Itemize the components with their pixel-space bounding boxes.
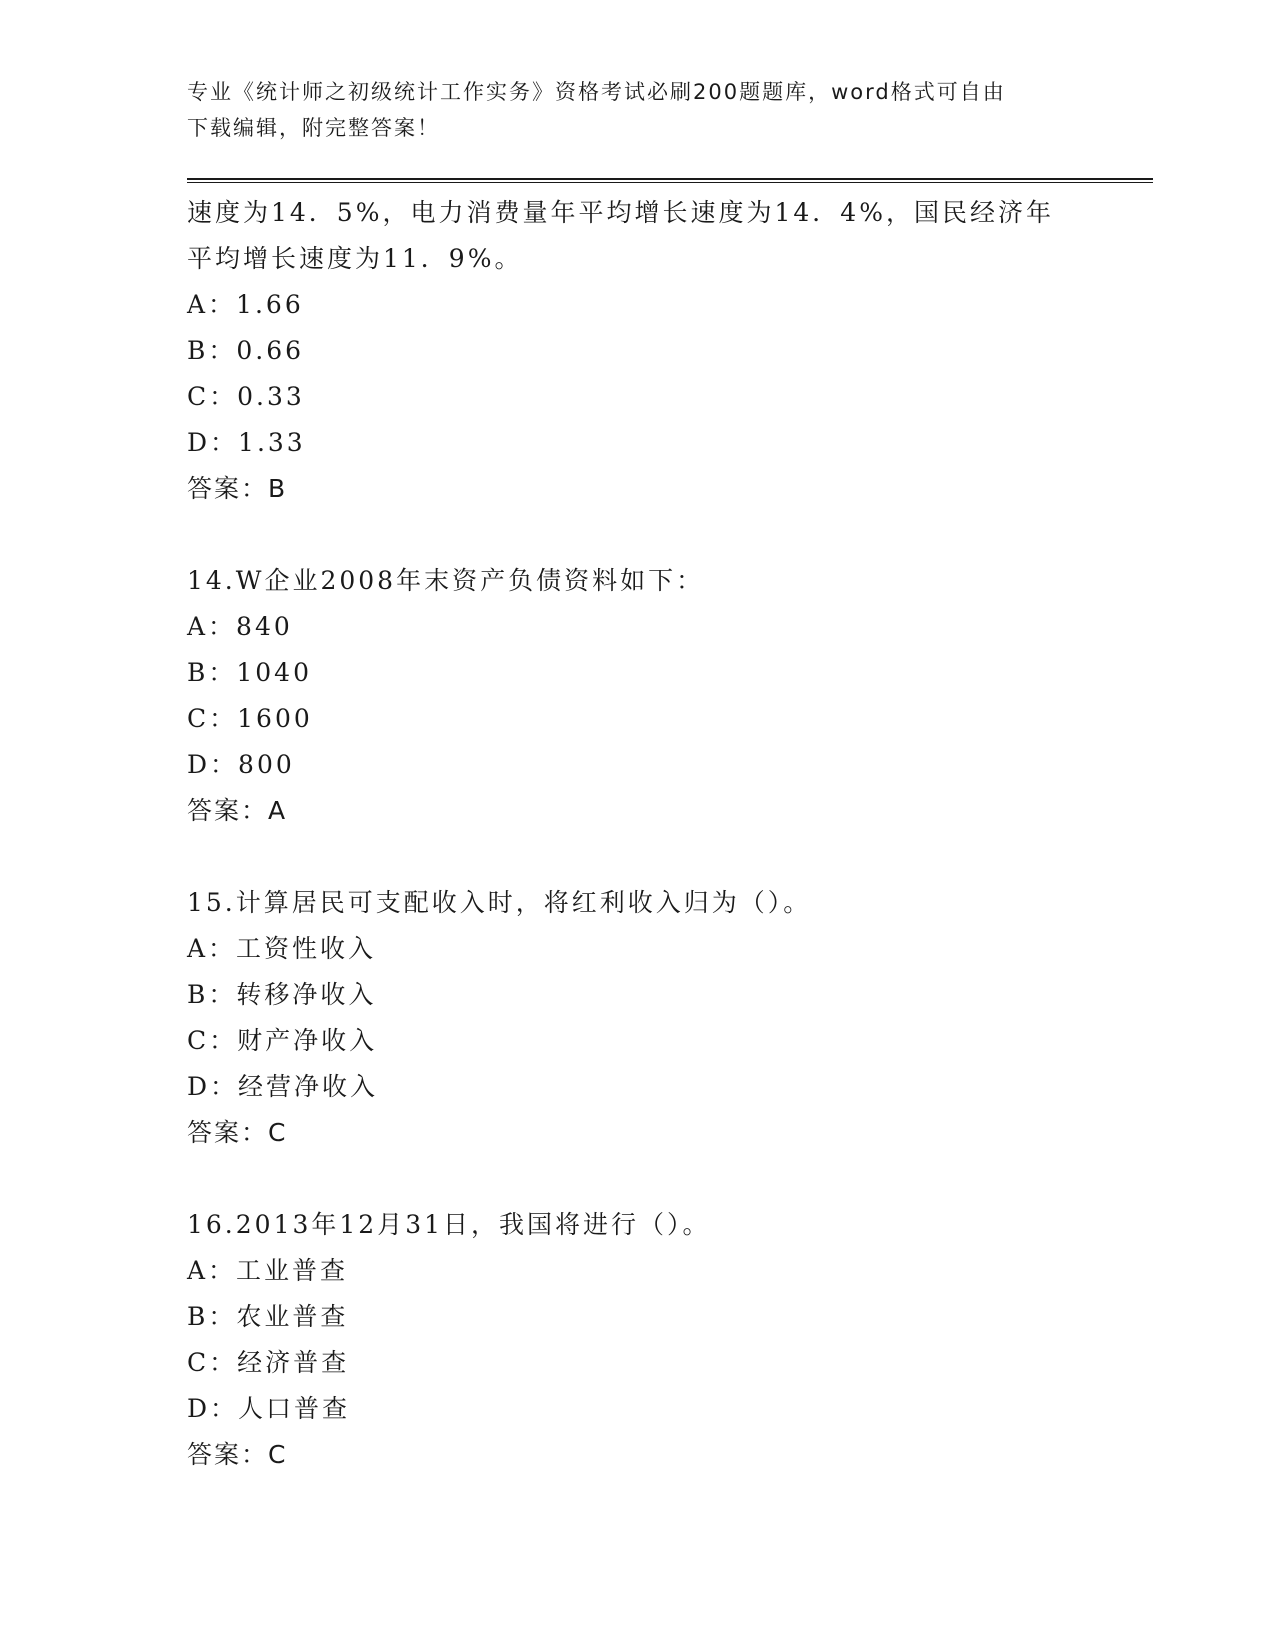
spacer <box>187 1156 1087 1202</box>
option-b: B：转移净收入 <box>187 980 377 1009</box>
header-line-1: 专业《统计师之初级统计工作实务》资格考试必刷200题题库，word格式可自由 <box>187 80 1006 104</box>
option-d: D：经营净收入 <box>187 1072 379 1101</box>
page-header <box>187 74 1067 146</box>
option-a: A：840 <box>187 612 293 641</box>
option-c: C：经济普查 <box>187 1348 350 1377</box>
question-stem: 15.计算居民可支配收入时，将红利收入归为（）。 <box>187 888 812 917</box>
answer-label: 答案：C <box>187 1440 288 1469</box>
header-divider <box>187 178 1153 183</box>
option-a: A：1.66 <box>187 290 304 319</box>
option-b: B：0.66 <box>187 336 305 365</box>
option-a: A：工业普查 <box>187 1256 349 1285</box>
option-d: D：1.33 <box>187 428 306 457</box>
option-c: C：1600 <box>187 704 313 733</box>
question-14 <box>187 558 1087 834</box>
question-16 <box>187 1202 1087 1478</box>
option-a: A：工资性收入 <box>187 934 377 963</box>
option-d: D：800 <box>187 750 295 779</box>
option-c: C：0.33 <box>187 382 305 411</box>
answer-label: 答案：B <box>187 474 288 503</box>
question-text: 平均增长速度为11．9%。 <box>187 244 523 273</box>
header-line-2: 下载编辑，附完整答案！ <box>187 116 440 140</box>
option-b: B：1040 <box>187 658 312 687</box>
option-b: B：农业普查 <box>187 1302 349 1331</box>
answer-label: 答案：A <box>187 796 288 825</box>
spacer <box>187 834 1087 880</box>
question-stem: 14.W企业2008年末资产负债资料如下： <box>187 566 705 595</box>
question-stem: 16.2013年12月31日，我国将进行（）。 <box>187 1210 711 1239</box>
question-text: 速度为14．5%，电力消费量年平均增长速度为14．4%，国民经济年 <box>187 198 1054 227</box>
spacer <box>187 512 1087 558</box>
question-list <box>187 190 1087 1478</box>
option-d: D：人口普查 <box>187 1394 351 1423</box>
question-13-continuation <box>187 190 1087 512</box>
option-c: C：财产净收入 <box>187 1026 378 1055</box>
answer-label: 答案：C <box>187 1118 288 1147</box>
question-15 <box>187 880 1087 1156</box>
